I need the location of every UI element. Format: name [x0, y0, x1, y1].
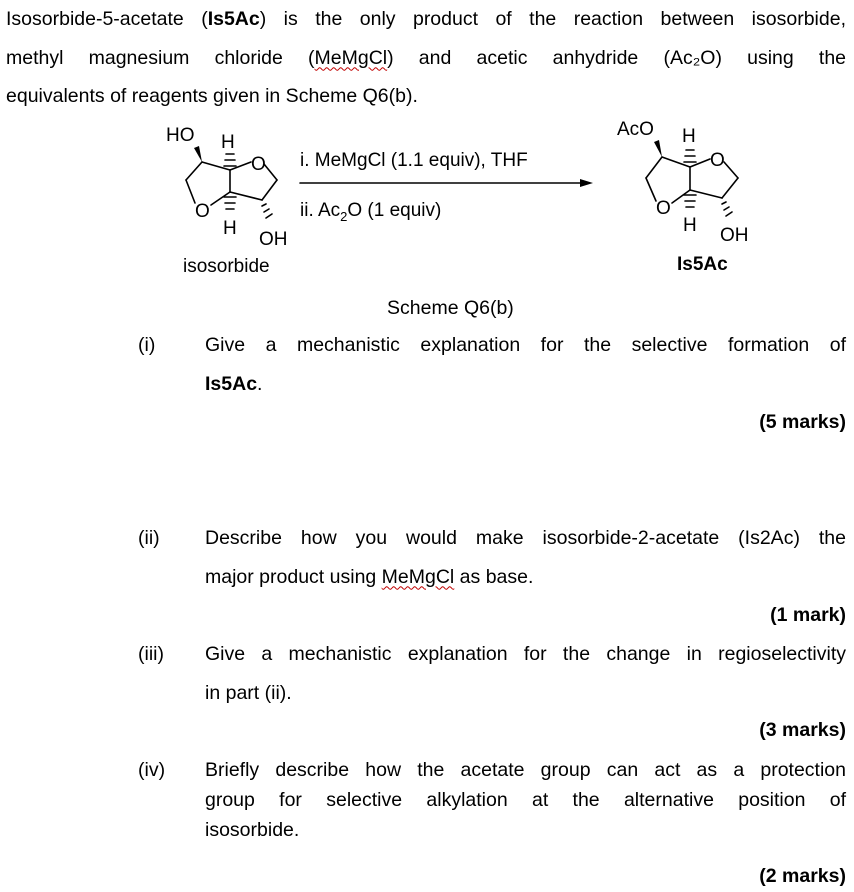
is5ac-bold: Is5Ac — [207, 8, 260, 30]
intro-line-2: methyl magnesium chloride (MeMgCl) and acetic anhydride (Ac₂O) using the — [6, 46, 847, 69]
spell-underlined-word: MeMgCl — [314, 46, 388, 69]
right-wedge-bond — [654, 140, 662, 157]
reaction-scheme — [0, 0, 854, 319]
aco-label: AcO — [617, 119, 654, 140]
oh-label: OH — [720, 225, 749, 246]
ho-label: HO — [166, 125, 195, 146]
scheme-caption: Scheme Q6(b) — [387, 297, 514, 319]
intro-line-1: Isosorbide-5-acetate (Is5Ac) is the only product of the reaction between isosorbide, — [6, 8, 846, 30]
question-4-text: Briefly describe how the acetate group can act as a protection group for selective alkylation at the alternative position of isosorbide. — [205, 759, 846, 841]
question-3-text: Give a mechanistic explanation for the change in regioselectivity in part (ii). — [205, 643, 846, 704]
h-bottom-label: H — [223, 218, 237, 239]
question-1-marks: (5 marks) — [759, 411, 846, 433]
question-1-number: (i) — [138, 334, 156, 356]
reagent-step-1: i. MeMgCl (1.1 equiv), THF — [300, 150, 528, 171]
spell-underlined-word: MeMgCl — [381, 565, 455, 588]
o-ring-label: O — [656, 198, 671, 219]
question-2-number: (ii) — [138, 527, 160, 549]
arrow-head — [580, 179, 593, 187]
question-2-marks: (1 mark) — [770, 604, 846, 626]
question-3-number: (iii) — [138, 643, 164, 665]
question-2-text: Describe how you would make isosorbide-2-acetate (Is2Ac) the major product using MeMgCl as base. — [205, 527, 846, 588]
intro-line-3: equivalents of reagents given in Scheme Q6(b). — [6, 85, 418, 107]
isosorbide-name: isosorbide — [183, 256, 270, 277]
o-ring-label: O — [195, 201, 210, 222]
question-4-marks: (2 marks) — [759, 865, 846, 887]
is5ac-name: Is5Ac — [677, 254, 728, 275]
question-1-text: Give a mechanistic explanation for the selective formation of Is5Ac. — [205, 334, 846, 395]
oh-label: OH — [259, 229, 288, 250]
h-top-label: H — [682, 126, 696, 147]
h-bottom-label: H — [683, 215, 697, 236]
question-4-number: (iv) — [138, 759, 166, 781]
o-ring-label: O — [710, 150, 725, 171]
reagent-step-2: ii. $Ac_2O$ (1 equiv) — [300, 200, 442, 224]
o-ring-label: O — [251, 154, 266, 175]
left-wedge-bond — [194, 146, 202, 162]
h-top-label: H — [221, 132, 235, 153]
question-3-marks: (3 marks) — [759, 719, 846, 741]
